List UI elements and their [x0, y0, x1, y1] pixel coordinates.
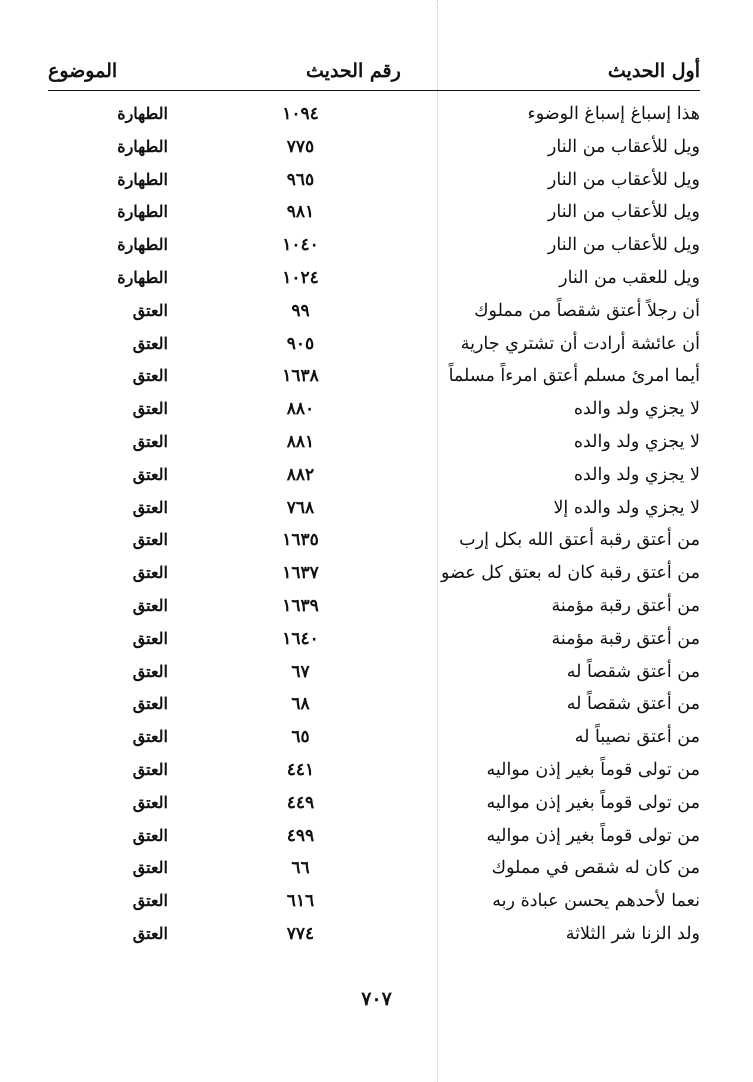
topic-cell: العتق	[132, 694, 168, 714]
topic-cell: العتق	[132, 891, 168, 911]
hadith-number-cell: ٤٤٩	[286, 792, 315, 813]
topic-cell: العتق	[132, 399, 168, 419]
table-row	[48, 524, 700, 557]
table-row	[48, 196, 700, 229]
topic-cell: العتق	[132, 759, 168, 779]
hadith-opening-cell: أن رجلاً أعتق شقصاً من مملوك	[474, 300, 700, 321]
topic-cell: العتق	[132, 825, 168, 845]
table-row	[48, 656, 700, 689]
hadith-number-cell: ٨٨١	[286, 431, 315, 452]
hadith-number-cell: ٦٦	[291, 858, 310, 879]
hadith-opening-cell: من أعتق رقبة مؤمنة	[551, 628, 700, 649]
hadith-opening-cell: من كان له شقص في مملوك	[491, 858, 700, 879]
hadith-opening-cell: من أعتق رقبة كان له بعتق كل عضو	[441, 563, 700, 584]
topic-cell: العتق	[132, 300, 168, 320]
table-row	[48, 918, 700, 951]
topic-cell: الطهارة	[117, 136, 168, 156]
hadith-opening-cell: من أعتق شقصاً له	[566, 694, 700, 715]
table-row	[48, 492, 700, 525]
table-row	[48, 852, 700, 885]
hadith-opening-cell: من تولى قوماً بغير إذن مواليه	[486, 792, 700, 813]
topic-cell: العتق	[132, 923, 168, 943]
hadith-number-cell: ٤٤١	[286, 759, 315, 780]
hadith-number-cell: ٩٦٥	[286, 169, 315, 190]
hadith-number-cell: ١٠٩٤	[282, 104, 319, 124]
hadith-opening-cell: ويل للعقب من النار	[559, 267, 700, 288]
topic-cell: العتق	[132, 628, 168, 648]
column-header-number: رقم الحديث	[306, 60, 401, 82]
hadith-opening-cell: أيما امرئ مسلم أعتق امرءاً مسلماً	[448, 366, 700, 387]
hadith-opening-cell: ويل للأعقاب من النار	[547, 202, 700, 223]
table-row	[48, 164, 700, 197]
hadith-number-cell: ٦٥	[291, 727, 310, 748]
hadith-number-cell: ٧٧٤	[286, 923, 315, 944]
hadith-number-cell: ٩٨١	[286, 202, 315, 223]
topic-cell: العتق	[132, 366, 168, 386]
topic-cell: العتق	[132, 333, 168, 353]
hadith-number-cell: ١٠٤٠	[282, 235, 319, 256]
hadith-opening-cell: أن عائشة أرادت أن تشتري جارية	[460, 333, 700, 354]
hadith-number-cell: ٨٨٠	[286, 399, 315, 420]
hadith-opening-cell: من أعتق شقصاً له	[566, 661, 700, 682]
table-row	[48, 787, 700, 820]
hadith-opening-cell: من تولى قوماً بغير إذن مواليه	[486, 759, 700, 780]
hadith-number-cell: ١٦٤٠	[282, 628, 319, 649]
table-row	[48, 459, 700, 492]
hadith-opening-cell: ويل للأعقاب من النار	[547, 169, 700, 190]
topic-cell: العتق	[132, 497, 168, 517]
hadith-index-table	[48, 98, 700, 951]
table-row	[48, 328, 700, 361]
hadith-opening-cell: من تولى قوماً بغير إذن مواليه	[486, 825, 700, 846]
hadith-number-cell: ٦٨	[291, 694, 310, 715]
hadith-opening-cell: من أعتق رقبة أعتق الله بكل إرب	[459, 530, 700, 551]
hadith-number-cell: ١٦٣٥	[282, 530, 319, 551]
table-header	[48, 56, 700, 90]
hadith-number-cell: ٦٧	[291, 661, 310, 682]
hadith-opening-cell: من أعتق نصيباً له	[574, 727, 700, 748]
hadith-opening-cell: ولد الزنا شر الثلاثة	[565, 923, 700, 944]
table-row	[48, 623, 700, 656]
hadith-opening-cell: لا يجزي ولد والده إلا	[553, 497, 700, 518]
hadith-number-cell: ٨٨٢	[286, 464, 315, 485]
table-row	[48, 754, 700, 787]
table-row	[48, 688, 700, 721]
column-header-hadith: أول الحديث	[607, 60, 700, 82]
topic-cell: الطهارة	[117, 202, 168, 222]
table-row	[48, 590, 700, 623]
hadith-opening-cell: لا يجزي ولد والده	[573, 464, 700, 485]
topic-cell: العتق	[132, 858, 168, 878]
topic-cell: العتق	[132, 530, 168, 550]
hadith-number-cell: ١٠٢٤	[282, 267, 319, 288]
table-row	[48, 721, 700, 754]
hadith-opening-cell: من أعتق رقبة مؤمنة	[551, 595, 700, 616]
table-row	[48, 820, 700, 853]
topic-cell: العتق	[132, 661, 168, 681]
hadith-opening-cell: هذا إسباغ إسباغ الوضوء	[527, 104, 700, 124]
topic-cell: العتق	[132, 595, 168, 615]
table-row	[48, 131, 700, 164]
hadith-number-cell: ٧٦٨	[286, 497, 315, 518]
hadith-opening-cell: ويل للأعقاب من النار	[547, 136, 700, 157]
hadith-opening-cell: ويل للأعقاب من النار	[547, 235, 700, 256]
table-row	[48, 229, 700, 262]
hadith-number-cell: ١٦٣٨	[282, 366, 319, 387]
page-number: ٧٠٧	[361, 988, 392, 1010]
hadith-number-cell: ١٦٣٧	[282, 563, 319, 584]
topic-cell: العتق	[132, 792, 168, 812]
hadith-number-cell: ٩٠٥	[286, 333, 315, 354]
table-row	[48, 262, 700, 295]
table-row	[48, 557, 700, 590]
topic-cell: العتق	[132, 563, 168, 583]
topic-cell: العتق	[132, 464, 168, 484]
hadith-opening-cell: لا يجزي ولد والده	[573, 399, 700, 420]
hadith-number-cell: ١٦٣٩	[282, 595, 319, 616]
hadith-opening-cell: لا يجزي ولد والده	[573, 431, 700, 452]
table-row	[48, 98, 700, 131]
topic-cell: الطهارة	[117, 267, 168, 287]
topic-cell: العتق	[132, 431, 168, 451]
hadith-number-cell: ٧٧٥	[286, 136, 315, 157]
table-row	[48, 885, 700, 918]
table-row	[48, 295, 700, 328]
topic-cell: الطهارة	[117, 169, 168, 189]
table-row	[48, 426, 700, 459]
hadith-number-cell: ٦١٦	[286, 891, 315, 912]
hadith-opening-cell: نعما لأحدهم يحسن عبادة ربه	[492, 891, 700, 912]
column-header-topic: الموضوع	[48, 60, 118, 82]
topic-cell: الطهارة	[117, 235, 168, 255]
topic-cell: الطهارة	[117, 104, 168, 123]
topic-cell: العتق	[132, 727, 168, 747]
hadith-number-cell: ٤٩٩	[286, 825, 315, 846]
hadith-number-cell: ٩٩	[291, 300, 310, 321]
table-row	[48, 393, 700, 426]
table-row	[48, 360, 700, 393]
header-rule	[48, 90, 700, 91]
